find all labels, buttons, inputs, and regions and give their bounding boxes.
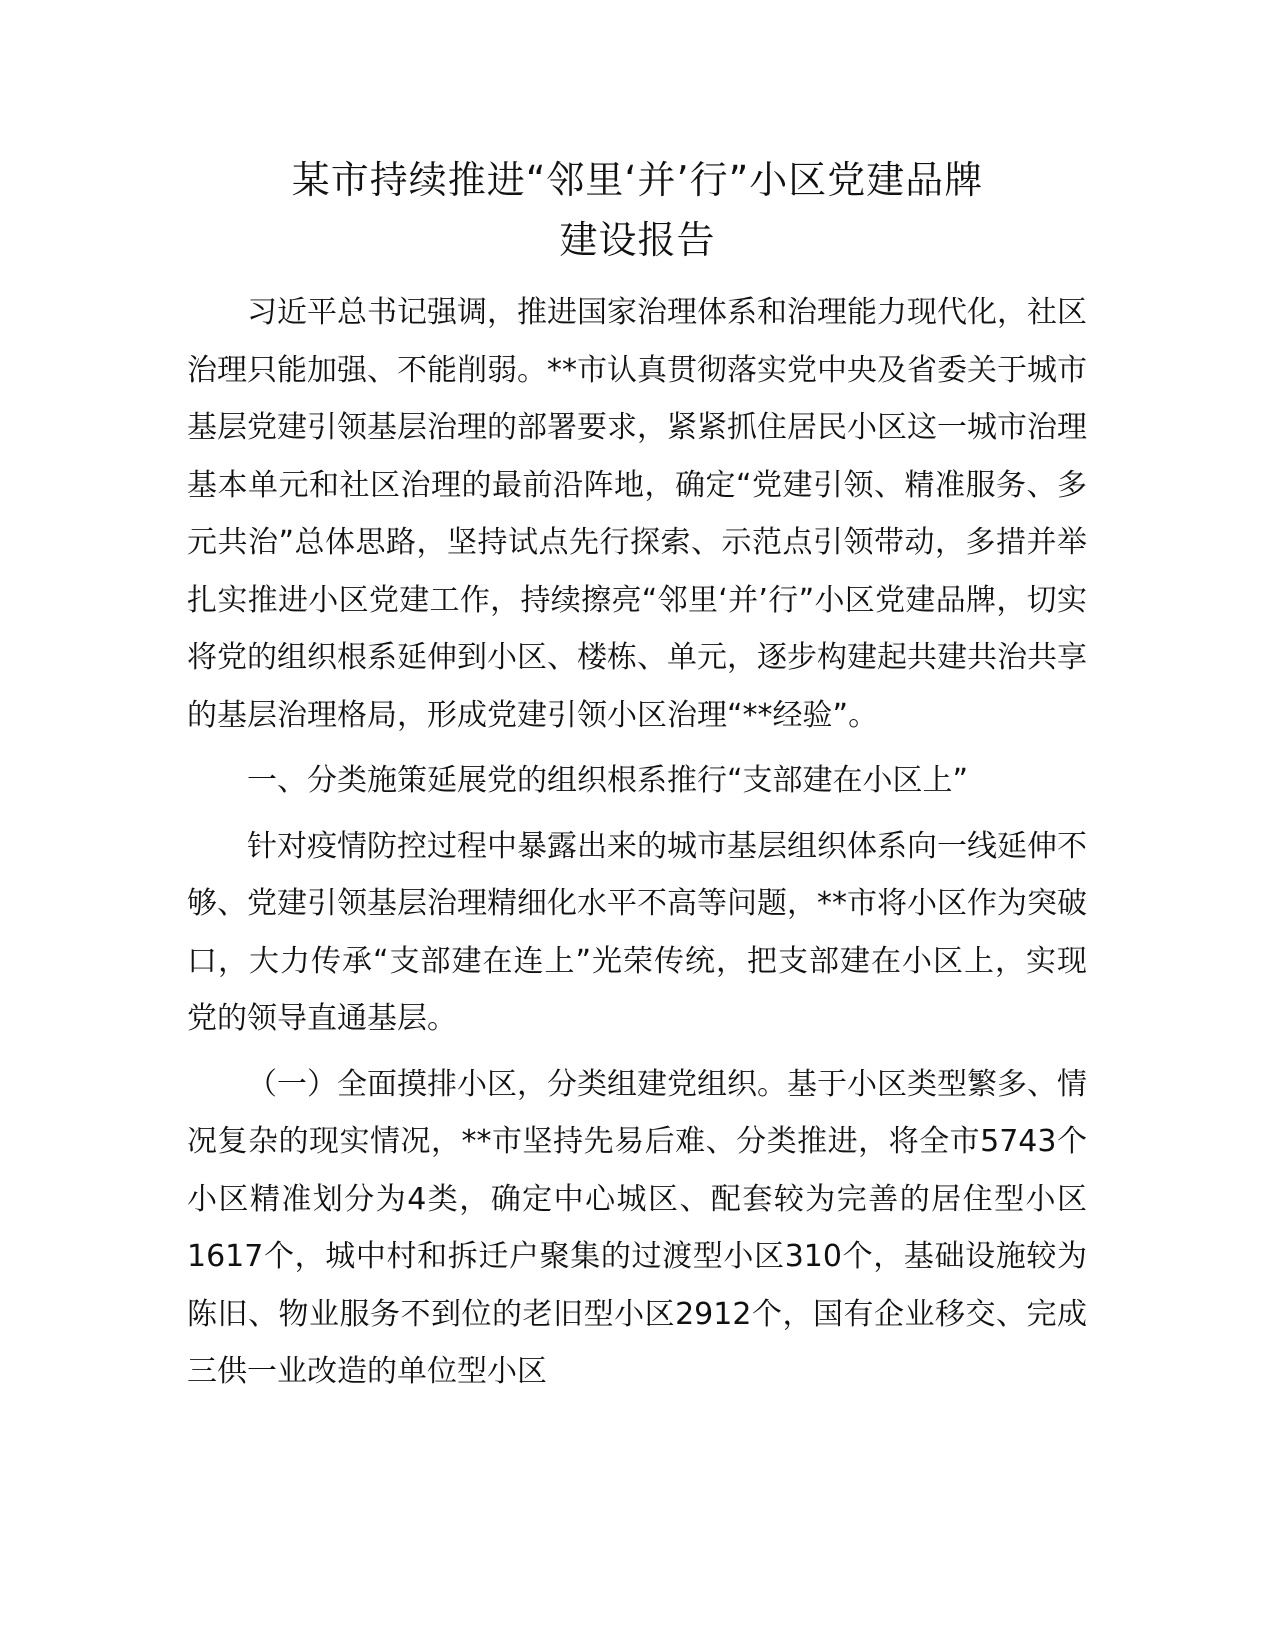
document-body [187,284,1087,1401]
title-line-1: 某市持续推进“邻里‘并’行”小区党建品牌 [291,158,984,202]
body-paragraph: 针对疫情防控过程中暴露出来的城市基层组织体系向一线延伸不够、党建引领基层治理精细化水平不高等问题，**市将小区作为突破口，大力传承“支部建在连上”光荣传统，把支部建在小区上，实现党的领导直通基层。 [187,828,1087,1036]
section-heading: 一、分类施策延展党的组织根系推行“支部建在小区上” [247,763,969,798]
intro-paragraph: 习近平总书记强调，推进国家治理体系和治理能力现代化，社区治理只能加强、不能削弱。**市认真贯彻落实党中央及省委关于城市基层党建引领基层治理的部署要求，紧紧抓住居民小区这一城市治理基本单元和社区治理的最前沿阵地，确定“党建引领、精准服务、多元共治”总体思路，坚持试点先行探索、示范点引领带动，多措并举扎实推进小区党建工作，持续擦亮“邻里‘并’行”小区党建品牌，切实将党的组织根系延伸到小区、楼栋、单元，逐步构建起共建共治共享的基层治理格局，形成党建引领小区治理“**经验”。 [187,295,1087,733]
title-line-2: 建设报告 [559,218,716,262]
page-title [160,150,1115,270]
body-paragraph: （一）全面摸排小区，分类组建党组织。基于小区类型繁多、情况复杂的现实情况，**市坚持先易后难、分类推进，将全市5743个小区精准划分为4类，确定中心城区、配套较为完善的居住型小区1617个，城中村和拆迁户聚集的过渡型小区310个，基础设施较为陈旧、物业服务不到位的老旧型小区2912个，国有企业移交、完成三供一业改造的单位型小区 [187,1066,1087,1389]
